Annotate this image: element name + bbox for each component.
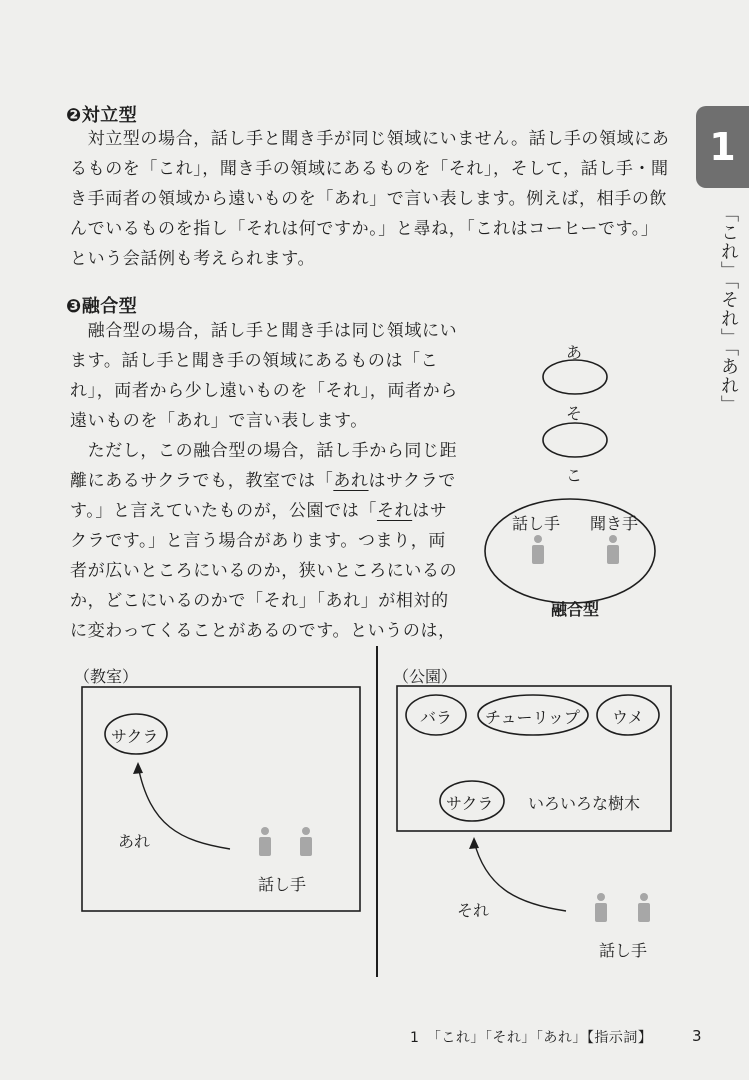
label-so: そ (566, 404, 583, 423)
classroom-speaker-label: 話し手 (258, 875, 307, 894)
text-line: んでいるものを指し「それは何ですか。」と尋ね，「これはコーヒーです。」 (70, 219, 659, 239)
text-line: るものを「これ」，聞き手の領域にあるものを「それ」，そして，話し手・聞 (70, 159, 669, 179)
text-line: 者が広いところにいるのか，狭いところにいるの (70, 561, 458, 581)
pointing-arrow (138, 766, 230, 849)
text-line: に変わってくることがあるのです。というのは， (70, 621, 456, 641)
divider (376, 646, 378, 977)
text-line: ます。話し手と聞き手の領域にあるものは「こ (70, 351, 439, 371)
park-speaker-label: 話し手 (599, 941, 648, 960)
park-label: （公園） (393, 667, 458, 686)
classroom-label: （教室） (74, 667, 139, 686)
person-icon (300, 827, 312, 856)
text-line (70, 466, 465, 496)
text-line (70, 496, 465, 526)
section-body-fusion (70, 316, 465, 646)
section-heading-opposition: ❷対立型 (66, 105, 138, 126)
text-line: という会話例も考えられます。 (70, 249, 316, 269)
text-line: 対立型の場合，話し手と聞き手が同じ領域にいません。話し手の領域にあ (70, 129, 670, 149)
section-body-opposition (70, 124, 670, 274)
fusion-caption: 融合型 (551, 600, 600, 619)
classroom-diagram (80, 686, 362, 916)
classroom-sakura-label: サクラ (111, 727, 159, 746)
section-heading-fusion: ❸融合型 (66, 296, 138, 317)
label-a: あ (566, 343, 583, 362)
person-icon (259, 827, 271, 856)
classroom-frame (82, 687, 360, 911)
various-trees-label: いろいろな樹木 (528, 794, 641, 813)
person-icon (595, 893, 607, 922)
text-line: ただし，この融合型の場合，話し手から同じ距 (70, 441, 458, 461)
text-line: 融合型の場合，話し手と聞き手は同じ領域にい (70, 321, 458, 341)
page-number: 3 (692, 1027, 702, 1045)
label-ko: こ (566, 466, 583, 485)
mid-region-ellipse (543, 423, 607, 457)
park-sakura-label: サクラ (446, 794, 494, 813)
person-icon (638, 893, 650, 922)
underlined-sore: それ (376, 501, 413, 521)
chapter-side-title: 「これ」「それ」「あれ」 (718, 204, 739, 414)
running-footer: 1 「これ」「それ」「あれ」【指示詞】 (410, 1030, 653, 1046)
far-region-ellipse (543, 360, 607, 394)
speaker-person-icon (532, 535, 544, 564)
listener-person-icon (607, 535, 619, 564)
text-line: 遠いものを「あれ」で言い表します。 (70, 411, 368, 431)
label-speaker: 話し手 (512, 514, 561, 533)
park-sore-label: それ (457, 901, 490, 920)
rose-label: バラ (420, 708, 453, 727)
text-line: き手両者の領域から遠いものを「あれ」で言い表します。例えば，相手の飲 (70, 189, 668, 209)
classroom-are-label: あれ (118, 832, 151, 851)
underlined-are: あれ (333, 471, 369, 491)
text-line: クラです。」と言う場合があります。つまり，両 (70, 531, 446, 551)
chapter-number-tab: 1 (696, 106, 749, 188)
text-segment: す。」と言えていたものが，公園では「 (70, 501, 377, 521)
text-segment: はサ (412, 501, 448, 521)
text-segment: 離にあるサクラでも，教室では「 (70, 471, 334, 491)
text-line: れ」，両者から少し遠いものを「それ」，両者から (70, 381, 458, 401)
arrow-head (133, 762, 143, 774)
text-line: か，どこにいるのかで「それ」「あれ」が相対的 (70, 591, 449, 611)
ume-label: ウメ (612, 708, 644, 727)
label-listener: 聞き手 (590, 514, 639, 533)
tulip-label: チューリップ (485, 708, 580, 727)
arrow-head (469, 837, 479, 849)
text-segment: はサクラで (368, 471, 456, 491)
